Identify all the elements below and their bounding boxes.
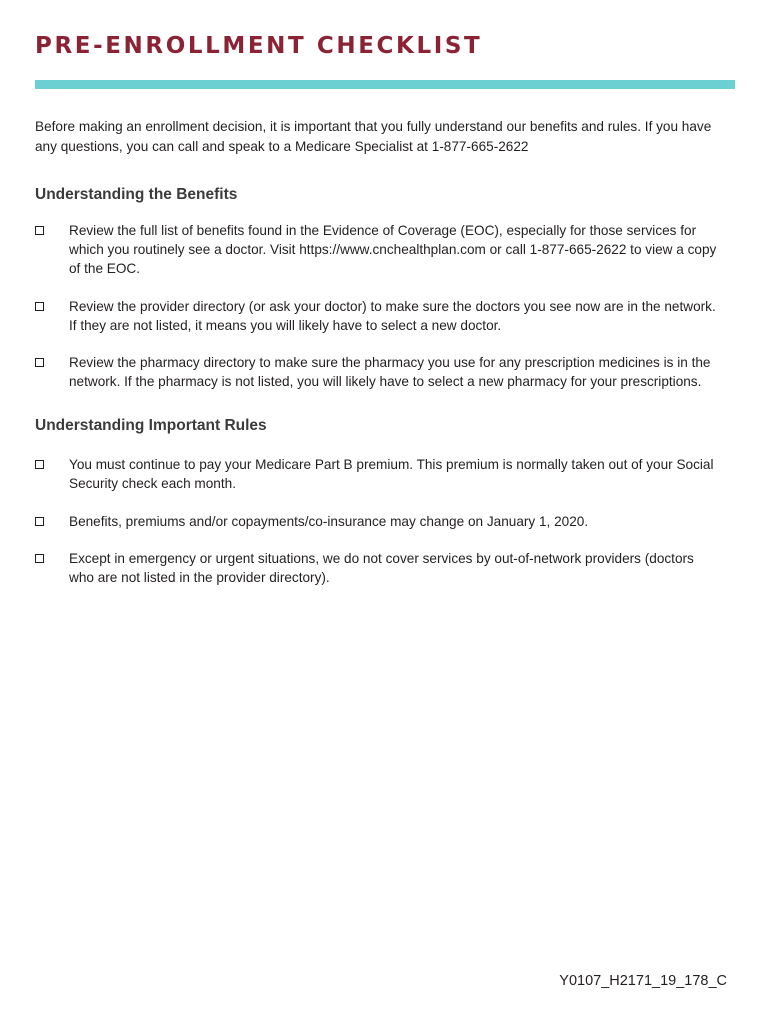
checkbox-icon[interactable]	[35, 517, 44, 526]
checklist-item-text: You must continue to pay your Medicare Part B premium. This premium is normally taken out of your Social Security check each month.	[69, 457, 714, 491]
checkbox-icon[interactable]	[35, 460, 44, 469]
title-divider	[35, 80, 735, 89]
checkbox-icon[interactable]	[35, 554, 44, 563]
checkbox-icon[interactable]	[35, 358, 44, 367]
checkbox-icon[interactable]	[35, 226, 44, 235]
section-heading-benefits: Understanding the Benefits	[35, 186, 238, 203]
page-title: PRE-ENROLLMENT CHECKLIST	[35, 33, 483, 59]
checklist-item-text: Except in emergency or urgent situations, we do not cover services by out-of-network providers (doctors who are not listed in the provider directory).	[69, 551, 694, 585]
intro-paragraph: Before making an enrollment decision, it is important that you fully understand our benefits and rules. If you have any questions, you can call and speak to a Medicare Specialist at 1-877-665-2622	[35, 119, 712, 154]
document-code: Y0107_H2171_19_178_C	[559, 973, 727, 989]
checklist-item-text: Benefits, premiums and/or copayments/co-insurance may change on January 1, 2020.	[69, 514, 589, 529]
checklist-item-text: Review the full list of benefits found in the Evidence of Coverage (EOC), especially for those services for which you routinely see a doctor. Visit https://www.cnchealthplan.com or call 1-877-665-2622 to view a copy of the EOC.	[69, 223, 717, 276]
checklist-item-text: Review the pharmacy directory to make sure the pharmacy you use for any prescription medicines is in the network. If the pharmacy is not listed, you will likely have to select a new pharmacy for your prescriptions.	[69, 355, 711, 389]
checklist-item-text: Review the provider directory (or ask your doctor) to make sure the doctors you see now are in the network. If they are not listed, it means you will likely have to select a new doctor.	[69, 299, 716, 333]
section-heading-rules: Understanding Important Rules	[35, 417, 267, 434]
checkbox-icon[interactable]	[35, 302, 44, 311]
